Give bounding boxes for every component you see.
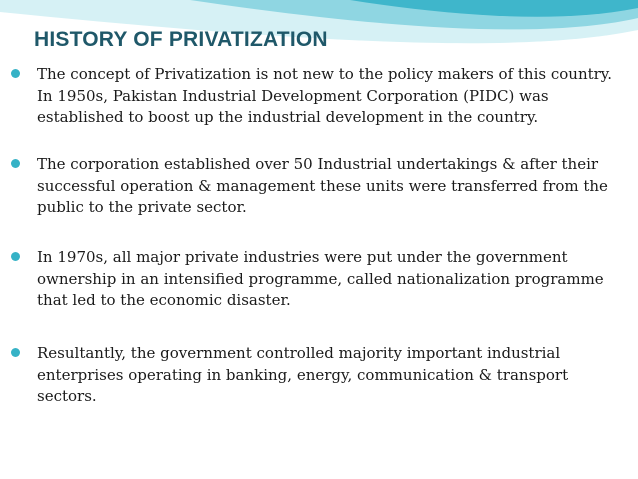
bullet-text: The corporation established over 50 Industrial undertakings & after their successful operation & management these units were transferred from the public to the private sector. — [37, 155, 608, 216]
bullet-item — [0, 154, 638, 219]
slide-title: HISTORY OF PRIVATIZATION — [34, 28, 328, 51]
bullet-dot-icon — [11, 252, 20, 261]
bullet-dot-icon — [11, 348, 20, 357]
bullet-item — [0, 343, 638, 408]
bullet-text: Resultantly, the government controlled majority important industrial enterprises operating in banking, energy, communication & transport sectors. — [37, 344, 569, 405]
bullet-text: In 1970s, all major private industries were put under the government ownership in an intensified programme, called nationalization programme that led to the economic disaster. — [37, 248, 604, 309]
bullet-item — [0, 64, 638, 129]
bullet-text: The concept of Privatization is not new to the policy makers of this country. In 1950s, Pakistan Industrial Development Corporation (PIDC) was established to boost up the industrial development in the country. — [37, 65, 613, 126]
bullet-dot-icon — [11, 69, 20, 78]
bullet-dot-icon — [11, 159, 20, 168]
bullet-item — [0, 247, 638, 312]
